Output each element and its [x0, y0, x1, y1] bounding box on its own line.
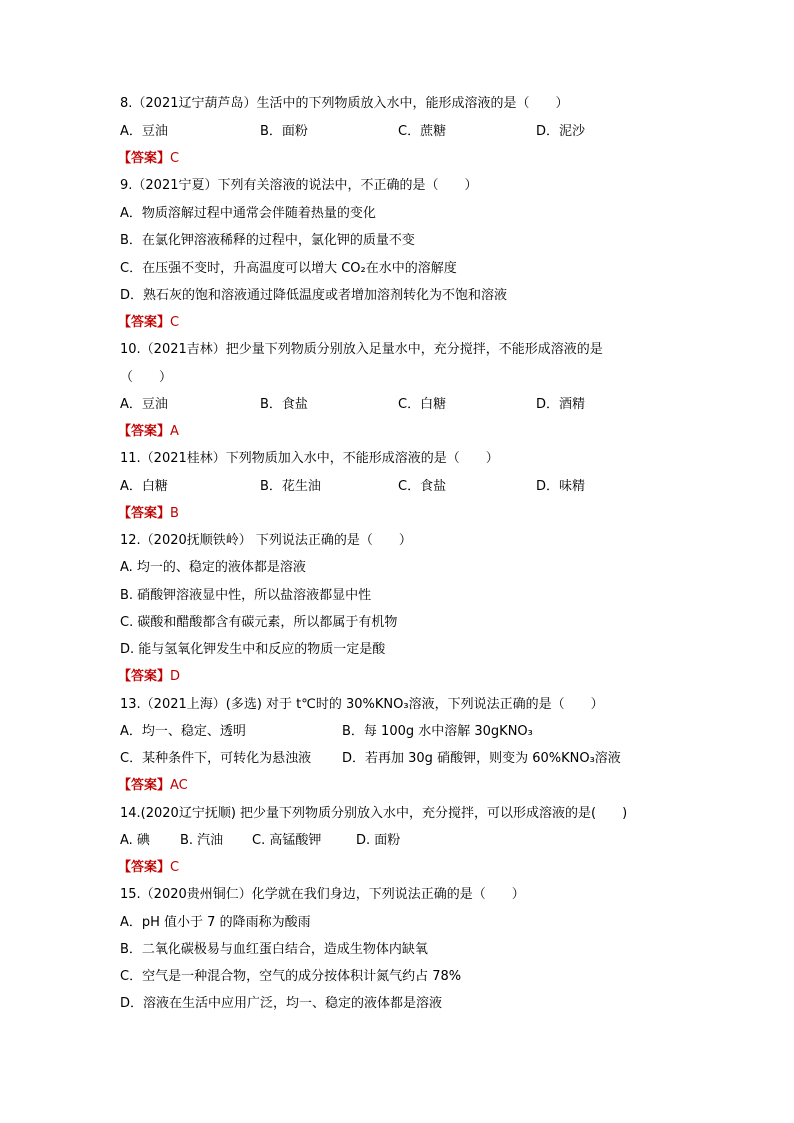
question-10-stem: 10.（2021吉林）把少量下列物质分别放入足量水中，充分搅拌，不能形成溶液的是	[120, 342, 603, 357]
question-15-stem: 15.（2020贵州铜仁）化学就在我们身边，下列说法正确的是（ ）	[120, 887, 525, 902]
answer-value: AC	[170, 778, 188, 793]
question-8-stem: 8.（2021辽宁葫芦岛）生活中的下列物质放入水中，能形成溶液的是（ ）	[120, 96, 569, 111]
question-14-option-b: B. 汽油	[180, 833, 224, 848]
answer-label: 【答案】	[118, 315, 171, 330]
question-10-answer	[118, 424, 179, 440]
answer-value: C	[170, 315, 180, 330]
question-15-option-c: C．空气是一种混合物，空气的成分按体积计氮气约占 78%	[120, 969, 462, 984]
question-13-stem: 13.（2021上海）(多选) 对于 t℃时的 30%KNO₃溶液，下列说法正确的是（ ）	[120, 697, 604, 712]
question-8-option-d: D．泥沙	[536, 124, 586, 139]
question-8-option-a: A．豆油	[120, 124, 168, 139]
answer-value: B	[170, 506, 179, 521]
question-12-option-c: C. 碳酸和醋酸都含有碳元素，所以都属于有机物	[120, 615, 398, 630]
question-15-option-d: D．溶液在生活中应用广泛，均一、稳定的液体都是溶液	[120, 996, 443, 1011]
question-9-option-c: C．在压强不变时，升高温度可以增大 CO₂在水中的溶解度	[120, 261, 457, 276]
question-12-answer	[118, 669, 180, 685]
question-13-option-b: B．每 100g 水中溶解 30gKNO₃	[342, 724, 533, 739]
question-14-option-d: D. 面粉	[356, 833, 401, 848]
answer-label: 【答案】	[118, 151, 171, 166]
answer-value: D	[170, 669, 181, 684]
answer-value: C	[170, 860, 180, 875]
question-10-option-b: B．食盐	[260, 397, 308, 412]
question-15-option-b: B．二氧化碳极易与血红蛋白结合，造成生物体内缺氧	[120, 942, 428, 957]
question-8-answer	[118, 151, 179, 167]
question-10-option-d: D．酒精	[536, 397, 586, 412]
question-12-option-d: D. 能与氢氧化钾发生中和反应的物质一定是酸	[120, 642, 386, 657]
question-14-option-a: A. 碘	[120, 833, 150, 848]
question-12-option-b: B. 硝酸钾溶液显中性，所以盐溶液都显中性	[120, 588, 372, 603]
question-12-stem: 12.（2020抚顺铁岭） 下列说法正确的是（ ）	[120, 533, 412, 548]
question-8-option-c: C．蔗糖	[398, 124, 447, 139]
question-10-option-c: C．白糖	[398, 397, 447, 412]
question-13-option-d: D．若再加 30g 硝酸钾，则变为 60%KNO₃溶液	[342, 751, 621, 766]
question-9-stem: 9.（2021宁夏）下列有关溶液的说法中，不正确的是（ ）	[120, 178, 478, 193]
question-11-option-c: C．食盐	[398, 479, 447, 494]
question-14-stem: 14.(2020辽宁抚顺) 把少量下列物质分别放入水中，充分搅拌，可以形成溶液的是( )	[120, 806, 628, 821]
answer-label: 【答案】	[118, 778, 171, 793]
answer-label: 【答案】	[118, 506, 171, 521]
question-13-option-c: C．某种条件下，可转化为悬浊液	[120, 751, 312, 766]
question-11-option-b: B．花生油	[260, 479, 321, 494]
question-15-option-a: A．pH 值小于 7 的降雨称为酸雨	[120, 915, 311, 930]
question-11-option-d: D．味精	[536, 479, 586, 494]
question-9-answer	[118, 315, 179, 331]
question-14-answer	[118, 860, 179, 876]
question-9-option-b: B．在氯化钾溶液稀释的过程中，氯化钾的质量不变	[120, 233, 415, 248]
question-11-option-a: A．白糖	[120, 479, 168, 494]
question-13-answer	[118, 778, 188, 794]
question-12-option-a: A. 均一的、稳定的液体都是溶液	[120, 560, 306, 575]
answer-value: C	[170, 151, 180, 166]
question-10-option-a: A．豆油	[120, 397, 168, 412]
answer-label: 【答案】	[118, 424, 171, 439]
question-8-option-b: B．面粉	[260, 124, 308, 139]
question-14-option-c: C. 高锰酸钾	[252, 833, 322, 848]
question-10-stem-continued: （ ）	[120, 370, 173, 385]
question-9-option-d: D．熟石灰的饱和溶液通过降低温度或者增加溶剂转化为不饱和溶液	[120, 288, 508, 303]
answer-label: 【答案】	[118, 860, 171, 875]
question-13-option-a: A．均一、稳定、透明	[120, 724, 246, 739]
answer-value: A	[170, 424, 179, 439]
question-9-option-a: A．物质溶解过程中通常会伴随着热量的变化	[120, 206, 376, 221]
question-11-answer	[118, 506, 179, 522]
question-11-stem: 11.（2021桂林）下列物质加入水中，不能形成溶液的是（ ）	[120, 451, 499, 466]
answer-label: 【答案】	[118, 669, 171, 684]
